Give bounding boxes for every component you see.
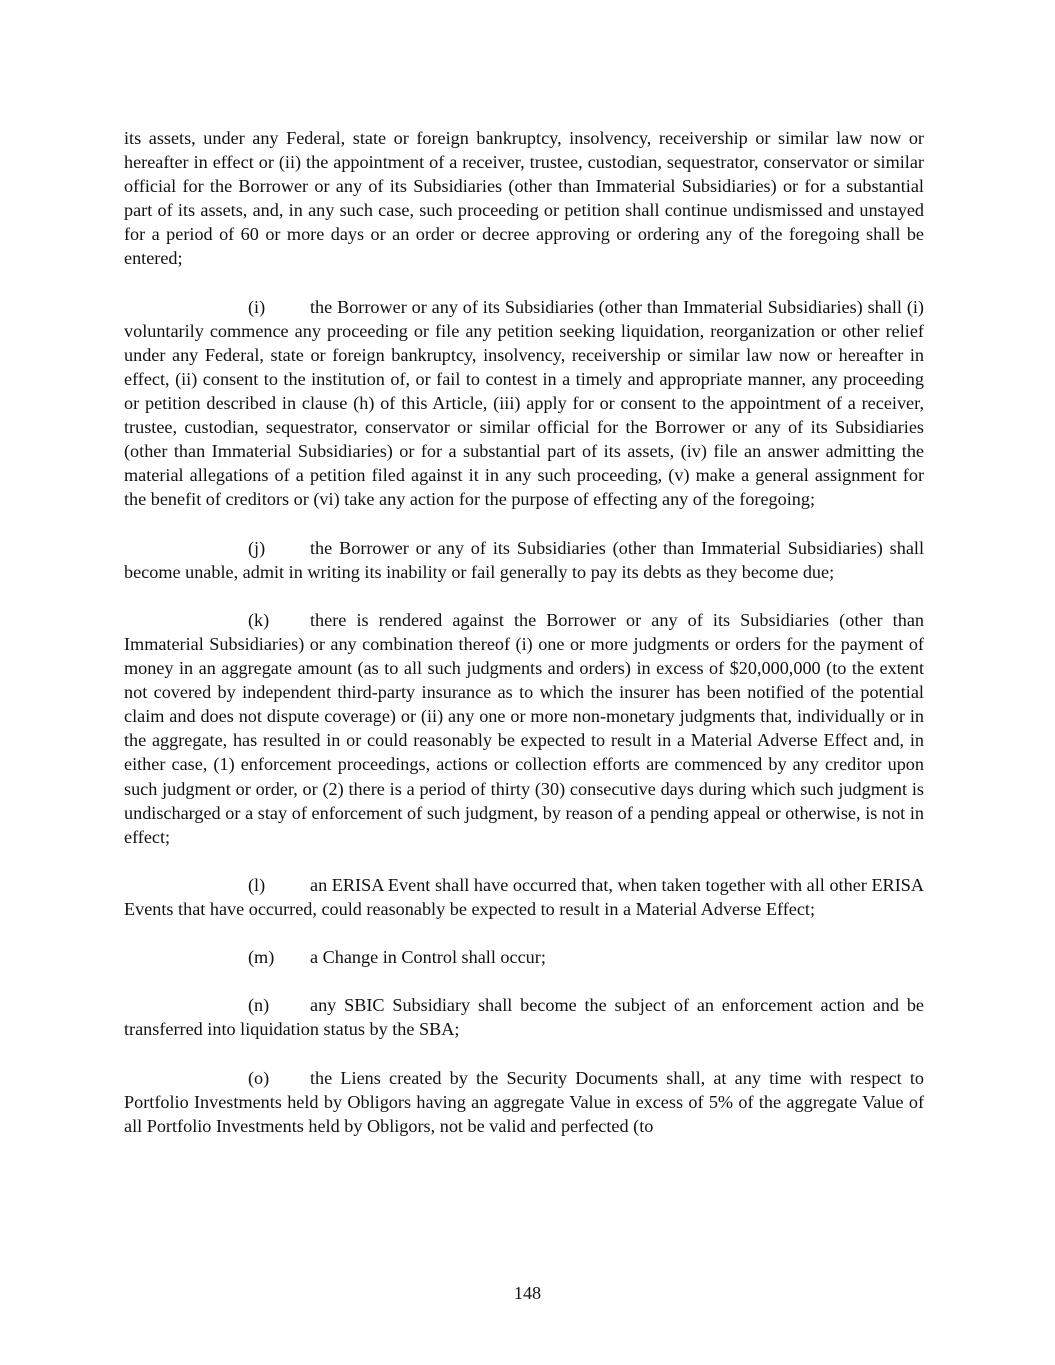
- clause-m: [124, 945, 924, 969]
- clause-l: [124, 873, 924, 921]
- clause-label: (k): [248, 609, 270, 630]
- paragraph-text: its assets, under any Federal, state or foreign bankruptcy, insolvency, receivership or similar law now or hereafter in effect or (ii) the appointment of a receiver, trustee, custodian, sequestrator, conservator or similar official for the Borrower or any of its Subsidiaries (other than Immaterial Subsidiaries) or for a substantial part of its assets, and, in any such case, such proceeding or petition shall continue undismissed and unstayed for a period of 60 or more days or an order or decree approving or ordering any of the foregoing shall be entered;: [124, 128, 924, 269]
- clause-text: any SBIC Subsidiary shall become the subject of an enforcement action and be transferred into liquidation status by the SBA;: [124, 995, 924, 1040]
- clause-text: there is rendered against the Borrower or any of its Subsidiaries (other than Immaterial Subsidiaries) or any combination thereof (i) one or more judgments or orders for the payment of money in an aggregate amount (as to all such judgments and orders) in excess of $20,000,000 (to the extent not covered by independent third-party insurance as to which the insurer has been notified of the potential claim and does not dispute coverage) or (ii) any one or more non-monetary judgments that, individually or in the aggregate, has resulted in or could reasonably be expected to result in a Material Adverse Effect and, in either case, (1) enforcement proceedings, actions or collection efforts are commenced by any creditor upon such judgment or order, or (2) there is a period of thirty (30) consecutive days during which such judgment is undischarged or a stay of enforcement of such judgment, by reason of a pending appeal or otherwise, is not in effect;: [124, 609, 924, 847]
- clause-k: [124, 608, 924, 849]
- paragraph-continuation: [124, 126, 924, 271]
- clause-text: an ERISA Event shall have occurred that, when taken together with all other ERISA Events that have occurred, could reasonably be expected to result in a Material Adverse Effect;: [124, 874, 924, 919]
- clause-label: (o): [248, 1067, 270, 1088]
- clause-text: the Borrower or any of its Subsidiaries (other than Immaterial Subsidiaries) shall (i) voluntarily commence any proceeding or file any petition seeking liquidation, reorganization or other relief under any Federal, state or foreign bankruptcy, insolvency, receivership or similar law now or hereafter in effect, (ii) consent to the institution of, or fail to contest in a timely and appropriate manner, any proceeding or petition described in clause (h) of this Article, (iii) apply for or consent to the appointment of a receiver, trustee, custodian, sequestrator, conservator or similar official for the Borrower or any of its Subsidiaries (other than Immaterial Subsidiaries) or for a substantial part of its assets, (iv) file an answer admitting the material allegations of a petition filed against it in any such proceeding, (v) make a general assignment for the benefit of creditors or (vi) take any action for the purpose of effecting any of the foregoing;: [124, 296, 924, 510]
- clause-text: a Change in Control shall occur;: [310, 947, 546, 968]
- clause-label: (m): [248, 947, 275, 968]
- clause-n: [124, 993, 924, 1041]
- clause-label: (i): [248, 296, 266, 317]
- clause-i: [124, 295, 924, 512]
- page-number: 148: [513, 1283, 542, 1303]
- clause-text: the Liens created by the Security Documents shall, at any time with respect to Portfolio Investments held by Obligors having an aggregate Value in excess of 5% of the aggregate Value of all Portfolio Investments held by Obligors, not be valid and perfected (to: [124, 1067, 924, 1136]
- document-page: [124, 126, 924, 1162]
- clause-label: (n): [248, 995, 270, 1016]
- clause-label: (l): [248, 874, 266, 895]
- clause-j: [124, 536, 924, 584]
- clause-label: (j): [248, 537, 266, 558]
- clause-o: [124, 1066, 924, 1138]
- clause-text: the Borrower or any of its Subsidiaries (other than Immaterial Subsidiaries) shall become unable, admit in writing its inability or fail generally to pay its debts as they become due;: [124, 537, 924, 582]
